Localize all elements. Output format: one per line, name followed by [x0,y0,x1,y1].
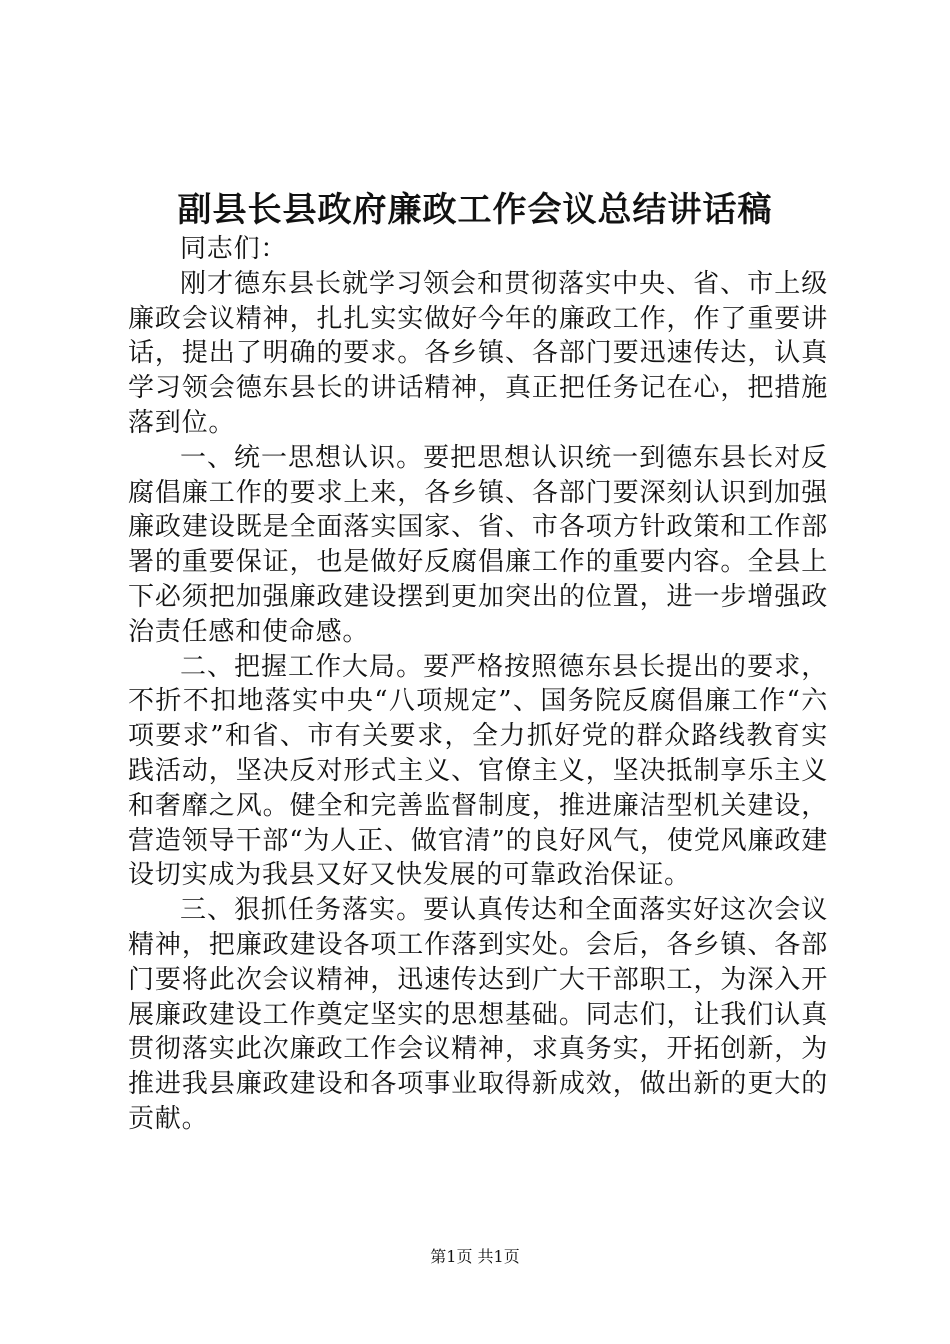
document-title: 副县长县政府廉政工作会议总结讲话稿 [177,190,773,230]
section-one-paragraph: 一、统一思想认识。要把思想认识统一到德东县长对反腐倡廉工作的要求上来，各乡镇、各部门要深刻认识到加强廉政建设既是全面落实国家、省、市各项方针政策和工作部署的重要保证，也是做好反腐倡廉工作的重要内容。全县上下必须把加强廉政建设摆到更加突出的位置，进一步增强政治责任感和使命感。 [128,442,828,647]
page-number-footer: 第1页 共1页 [430,1247,520,1266]
document-body [128,232,828,1137]
salutation-paragraph: 同志们： [180,234,288,264]
intro-paragraph: 刚才德东县长就学习领会和贯彻落实中央、省、市上级廉政会议精神，扎扎实实做好今年的廉政工作，作了重要讲话，提出了明确的要求。各乡镇、各部门要迅速传达，认真学习领会德东县长的讲话精神，真正把任务记在心，把措施落到位。 [128,268,828,438]
section-three-paragraph: 三、狠抓任务落实。要认真传达和全面落实好这次会议精神，把廉政建设各项工作落到实处。会后，各乡镇、各部门要将此次会议精神，迅速传达到广大干部职工，为深入开展廉政建设工作奠定坚实的思想基础。同志们，让我们认真贯彻落实此次廉政工作会议精神，求真务实，开拓创新，为推进我县廉政建设和各项事业取得新成效，做出新的更大的贡献。 [128,895,828,1134]
section-two-paragraph: 二、把握工作大局。要严格按照德东县长提出的要求，不折不扣地落实中央“八项规定”、国务院反腐倡廉工作“六项要求”和省、市有关要求，全力抓好党的群众路线教育实践活动，坚决反对形式主义、官僚主义，坚决抵制享乐主义和奢靡之风。健全和完善监督制度，推进廉洁型机关建设，营造领导干部“为人正、做官清”的良好风气，使党风廉政建设切实成为我县又好又快发展的可靠政治保证。 [128,651,828,891]
